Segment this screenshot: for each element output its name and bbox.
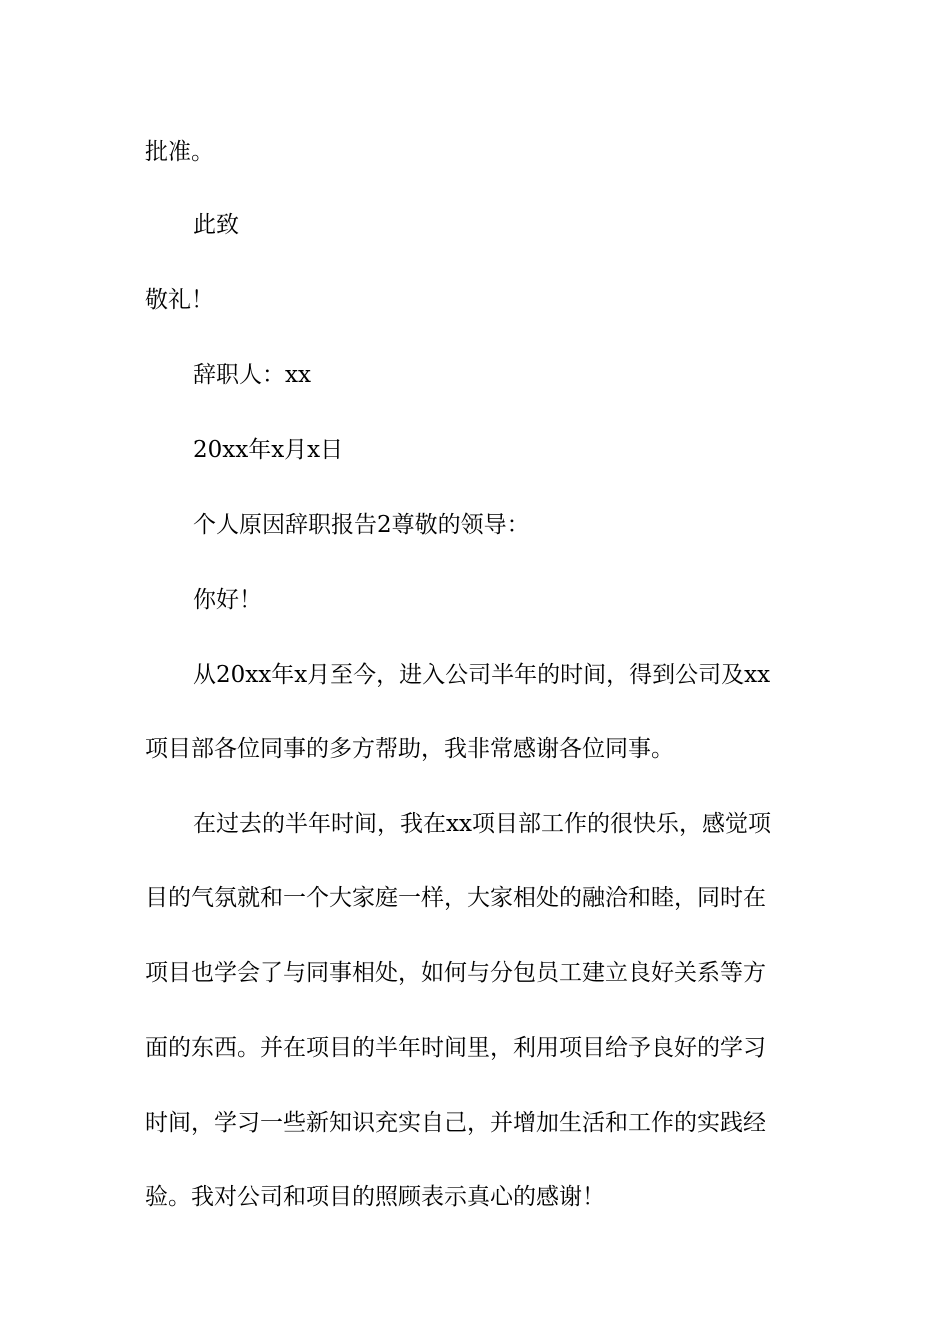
text-line-paragraph: 项目部各位同事的多方帮助，我非常感谢各位同事。	[145, 736, 674, 762]
text-line-paragraph: 时间，学习一些新知识充实自己，并增加生活和工作的实践经	[145, 1110, 766, 1136]
text-line-heading: 个人原因辞职报告2尊敬的领导：	[193, 512, 530, 538]
text-line-date: 20xx年x月x日	[193, 437, 344, 463]
text-line-paragraph: 在过去的半年时间，我在xx项目部工作的很快乐，感觉项	[193, 811, 771, 837]
text-line-regards: 敬礼！	[145, 287, 214, 313]
text-line-paragraph: 目的气氛就和一个大家庭一样，大家相处的融洽和睦，同时在	[145, 885, 766, 911]
text-line-paragraph: 项目也学会了与同事相处，如何与分包员工建立良好关系等方	[145, 960, 766, 986]
text-line-paragraph: 面的东西。并在项目的半年时间里，利用项目给予良好的学习	[145, 1035, 766, 1061]
text-line-salutation: 此致	[193, 212, 239, 238]
text-line-paragraph: 从20xx年x月至今，进入公司半年的时间，得到公司及xx	[193, 662, 771, 688]
text-line-approval: 批准。	[145, 139, 214, 165]
text-line-greeting: 你好！	[193, 587, 262, 613]
text-line-resigner: 辞职人：xx	[193, 362, 311, 388]
text-line-paragraph: 验。我对公司和项目的照顾表示真心的感谢！	[145, 1184, 605, 1210]
